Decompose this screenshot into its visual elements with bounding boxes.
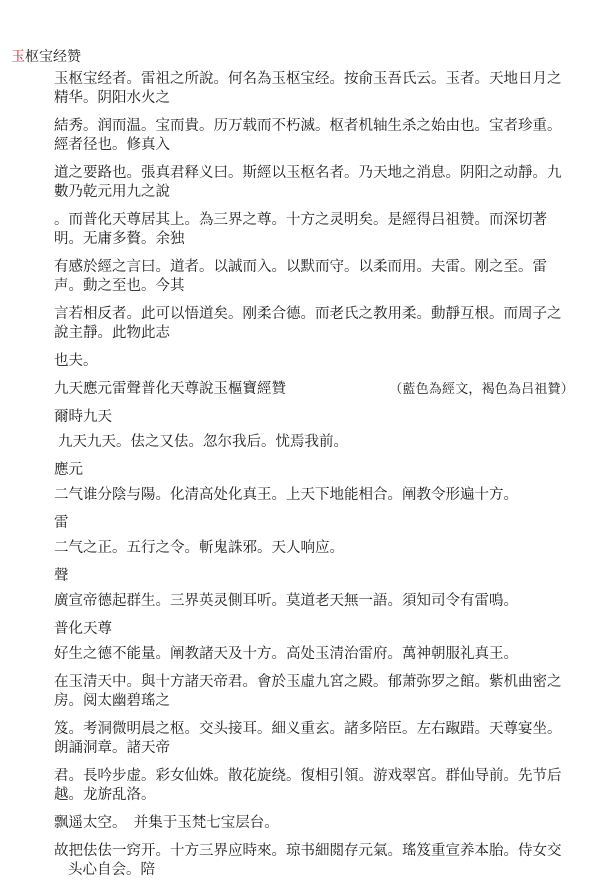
intro-paragraph: 玉枢宝经者。雷祖之所說。何名為玉枢宝经。按俞玉吾氏云。玉者。天地日月之精华。阴阳水火之 [54,71,562,106]
verse-line: 廣宣帝德起群生。三界英灵側耳听。莫道老天無一語。須知司令有雷鳴。 [54,593,518,609]
verse-line: 二气谁分陰与陽。化清高处化真王。上天下地能相合。阐教令形遍十方。 [54,487,518,503]
title-text: 枢宝经赞 [25,49,81,65]
verse-line: 故把佉佉一窍开。十方三界应時來。琼书細閲存元氣。瑤笈重宣养本胎。侍女交头心自会。陪 [54,843,562,878]
intro-paragraph: 結秀。润而温。宝而貴。历万载而不朽滅。枢者机轴生杀之始由也。宝者珍重。經者径也。修真入 [54,118,562,153]
document-body [54,70,574,889]
subtitle: 九天應元雷聲普化天尊說玉樞寶經贊 [54,381,286,397]
verse-line: 飘遥太空。 并集于玉梵七宝层台。 [54,815,279,831]
verse-line: 二气之正。五行之令。斬鬼誅邪。天人响应。 [54,540,344,556]
verse-line: 笈。考洞微明晨之枢。交头接耳。細义重玄。諸多陪臣。左右踧踖。天尊宴坐。朗誦洞章。諸天帝 [54,721,562,756]
color-legend-note: （藍色為經文，褐色為吕祖贊） [389,382,574,397]
verse-heading: 聲 [54,568,69,584]
verse-line: 好生之德不能量。阐教諸天及十方。高处玉清治雷府。萬神朝服礼真王。 [54,646,518,662]
intro-paragraph: 道之要路也。張真君释义曰。斯經以玉枢名者。乃天地之消息。阴阳之动靜。九數乃乾元用九之說 [54,165,562,200]
intro-paragraph: 。而普化天尊居其上。為三界之尊。十方之灵明矣。是經得吕祖赞。而深切著明。无庸多贅。余独 [54,212,547,247]
intro-paragraph: 言若相反者。此可以悟道矣。刚柔合德。而老氏之教用柔。動靜互根。而周子之說主靜。此物此志 [54,306,562,341]
verse-heading: 爾時九天 [54,409,112,425]
subtitle-row [54,380,574,399]
page-title [11,48,81,66]
verse-heading: 雷 [54,515,69,531]
verse-heading: 應元 [54,462,83,478]
verse-heading: 普化天尊 [54,621,112,637]
verse-line: 在玉清天中。與十方諸天帝君。會於玉虛九宮之殿。郁萧弥罗之館。紫机曲密之房。阅太幽碧瑤之 [54,674,562,709]
intro-paragraph: 有感於經之言曰。道者。以誠而入。以默而守。以柔而用。夫雷。刚之至。雷声。動之至也。今其 [54,259,547,294]
title-marker: 玉 [11,49,25,65]
verse-line: 君。長吟步虚。彩女仙姝。散花旋绕。復相引領。游戏翠宮。群仙导前。先节后越。龙旂乱洛。 [54,768,562,803]
intro-paragraph: 也夫。 [54,353,98,369]
verse-line: 九天九天。佉之又佉。忽尔我后。忧焉我前。 [58,434,348,450]
